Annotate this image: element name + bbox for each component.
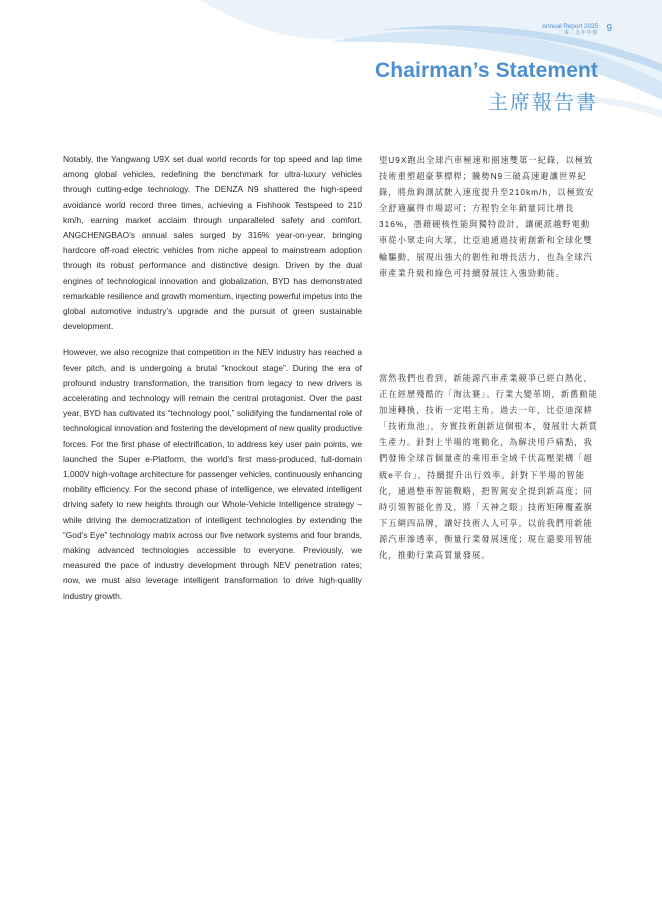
page-number: 9	[606, 23, 612, 34]
report-title-chinese: 二零二五年年報	[558, 29, 598, 36]
section-title: Chairman’s Statement	[375, 59, 598, 82]
english-paragraph-1: Notably, the Yangwang U9X set dual world records for top speed and lap time among global vehicles, redefining the benchmark for ultra-luxury vehicles through cutting-edge technology. The DENZA N9 shattered the high-speed avoidance world record three times, achieving a Fishhook Testspeed to 210 km/h, earning market acclaim through unparalleled safety and comfort. ANGCHENGBAO’s annual sales surged by 316% year-on-year, bringing hardcore off-road electric vehicles from niche appeal to mainstream adoption through its robust performance and distinctive design. Driven by the dual engines of technological innovation and globalization, BYD has demonstrated remarkable resilience and growth momentum, injecting powerful impetus into the global automotive industry’s upgrade and the pursuit of green sustainable development.	[63, 154, 362, 332]
chinese-paragraph-1: 望U9X跑出全球汽車極速和圈速雙第一紀錄，以極致技術重塑超豪華標桿；騰勢N9三破高速避讓世界紀錄，將魚鈎測試駛入速度提升至210km/h，以極致安全舒適贏得市場認可；方程豹全年銷量同比增長316%，憑藉硬核性能與獨特設計，讓硬派越野電動車從小眾走向大眾。比亞迪通過技術創新和全球化雙輪驅動，展現出強大的韌性和增長活力，也為全球汽車產業升級和綠色可持續發展注入強勁動能。	[379, 155, 595, 278]
english-column	[63, 152, 362, 615]
chinese-paragraph-2: 當然我們也看到，新能源汽車產業競爭已經白熱化，正在經歷殘酷的「淘汰賽」。行業大變革期，新舊動能加速轉換，技術一定唱主角。過去一年，比亞迪深耕「技術魚池」，夯實技術創新這個根本，發展壯大新質生產力。針對上半場的電動化，為解決用戶痛點，我們發佈全球首個量產的乘用車全域千伏高壓架構「超級e平台」，持續提升出行效率。針對下半場的智能化，通過整車智能戰略，把智駕安全提到新高度；同時引領智能化普及，將「天神之眼」技術矩陣覆蓋旗下五網四品牌，讓好技術人人可享。以前我們用新能源汽車滲透率，衡量行業發展速度；現在還要用智能化，推動行業高質量發展。	[379, 373, 598, 561]
section-title-chinese: 主席報告書	[488, 92, 598, 114]
report-title: Annual Report 2025	[541, 23, 598, 30]
report-header	[542, 24, 598, 37]
english-paragraph-2: However, we also recognize that competition in the NEV industry has reached a fever pitch, and is undergoing a brutal “knockout stage”. During the era of profound industry transformation, the transition from legacy to new drivers is accelerating and technology will remain the central protagonist. Over the past year, BYD has cultivated its “technology pool,” solidifying the fundamental role of technological innovation and fostering the development of new quality productive forces. For the first phase of electrification, to address key user pain points, we launched the Super e-Platform, the world’s first mass-produced, full-domain 1,000V high-voltage architecture for passenger vehicles, continuously enhancing mobility efficiency. For the second phase of intelligence, we elevated intelligent driving safety to new heights through our Whole-Vehicle Intelligence strategy – while driving the democratization of intelligent technologies by extending the “God’s Eye” technology matrix across our five network systems and four brands, making advanced technologies accessible to everyone. Previously, we measured the pace of industry development through NEV penetration rates; now, we must also leverage intelligent transformation to drive high-quality industry growth.	[63, 347, 362, 601]
